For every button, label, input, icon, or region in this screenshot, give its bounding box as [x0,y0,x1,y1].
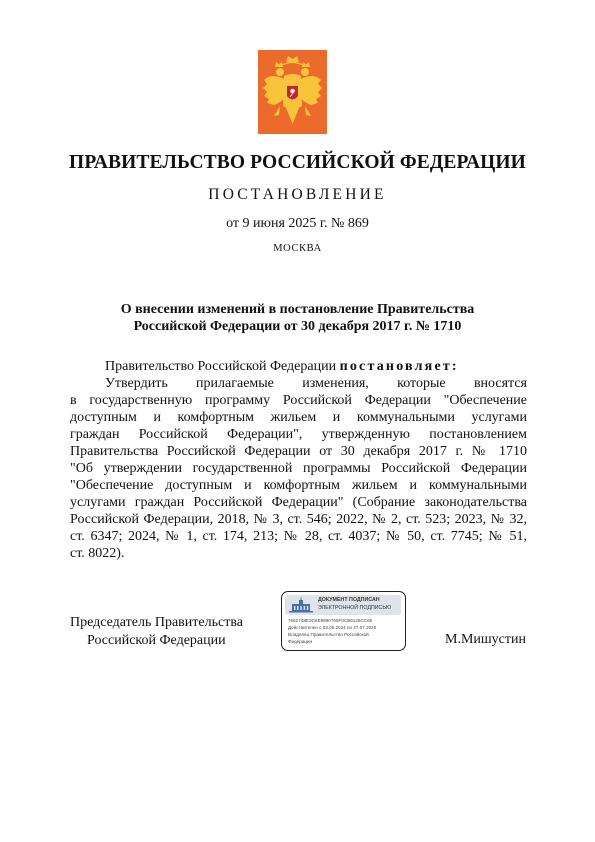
intro-text: Правительство Российской Федерации [105,359,337,374]
document-subject [0,301,595,335]
stamp-owner: Владелец Правительство Российской [288,632,369,637]
document-date-number: от 9 июня 2025 г. № 869 [226,216,369,231]
body-line: ст. 8022). [70,546,125,561]
document-type: ПОСТАНОВЛЕНИЕ [208,186,387,203]
government-building-icon [288,597,314,613]
electronic-signature-stamp [281,591,406,651]
body-line: услугами граждан Российской Федерации" (Собрание законодательства [70,495,527,510]
body-line: ст. 6347; 2024, № 1, ст. 174, 213; № 28, ст. 4037; № 50, ст. 7745; № 51, [70,529,527,544]
stamp-validity: Действителен с 03.05.2024 по 27.07.2025 [288,625,377,630]
body-line: Утвердить прилагаемые изменения, которые вносятся [105,376,527,391]
position-line: Председатель Правительства [70,615,243,630]
subject-line: Российской Федерации от 30 декабря 2017 г. № 1710 [133,319,462,334]
stamp-owner: Федерации [288,639,313,644]
government-title: ПРАВИТЕЛЬСТВО РОССИЙСКОЙ ФЕДЕРАЦИИ [69,152,526,173]
document-city: МОСКВА [273,243,322,254]
body-line: "Обеспечение доступным и комфортным жильем и коммунальными [70,478,527,493]
body-line: "Об утверждении государственной программы Российской Федерации [70,461,527,476]
stamp-title: ЭЛЕКТРОННОЙ ПОДПИСЬЮ [318,605,392,611]
resolves-word: постановляет: [339,359,459,374]
body-line: Правительства Российской Федерации от 30 декабря 2017 г. № 1710 [70,444,527,459]
document-body [70,358,527,562]
signatory-position [70,614,243,650]
body-line: доступным и комфортным жильем и коммунальными услугами [70,410,527,425]
signatory-name: М.Мишустин [445,632,526,647]
coat-of-arms-emblem [258,50,327,134]
position-line: Российской Федерации [87,633,226,648]
stamp-title: ДОКУМЕНТ ПОДПИСАН [318,597,380,603]
body-line: в государственную программу Российской Федерации "Обеспечение [70,393,527,408]
resolution-intro [70,358,527,375]
body-line: Российской Федерации, 2018, № 3, ст. 546; 2022, № 2, ст. 523; 2023, № 32, [70,512,527,527]
body-line: граждан Российской Федерации", утвержденную постановлением [70,427,527,442]
subject-line: О внесении изменений в постановление Правительства [120,302,475,317]
stamp-certificate: 7662748ЕЗСКЕ8990765F0CB6125CC66 [288,618,373,623]
